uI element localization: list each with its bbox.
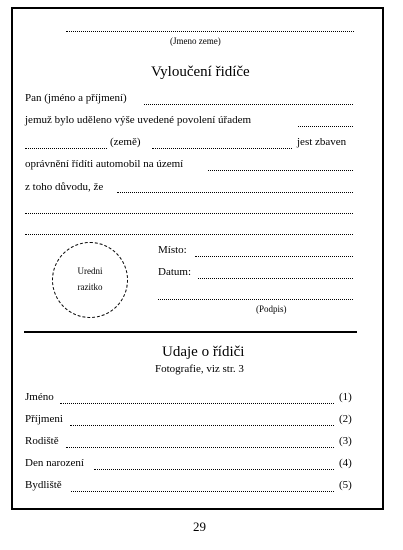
field-birthdate-label: Den narození: [25, 457, 84, 469]
authority-dots: [298, 126, 353, 127]
country-label: (Jmeno zeme): [170, 36, 221, 46]
driver-name-label: Pan (jméno a příjmení): [25, 92, 127, 104]
field-residence-label: Bydliště: [25, 479, 62, 491]
field-name-dots: [60, 403, 334, 404]
date-dots: [198, 278, 353, 279]
country-dotted-line: [66, 31, 354, 32]
field-surname-num: (2): [339, 413, 352, 425]
field-birthdate-dots: [94, 469, 334, 470]
territory-label: oprávnění řídíti automobil na území: [25, 158, 184, 170]
country-dots: [152, 148, 292, 149]
field-surname-dots: [70, 425, 334, 426]
field-residence-num: (5): [339, 479, 352, 491]
driver-section-subtitle: Fotografie, viz str. 3: [155, 363, 244, 375]
reason-dots-2: [25, 213, 353, 214]
date-label: Datum:: [158, 266, 191, 278]
territory-dots: [208, 170, 353, 171]
revoked-label: jest zbaven: [297, 136, 347, 148]
stamp-text-2: razitko: [77, 282, 103, 292]
section-divider: [24, 331, 357, 333]
country-paren-label: (země): [110, 136, 141, 148]
driver-name-dots: [144, 104, 353, 105]
official-stamp: [52, 242, 128, 318]
signature-label: (Podpis): [256, 304, 287, 314]
field-name-num: (1): [339, 391, 352, 403]
place-dots: [195, 256, 353, 257]
page-number: 29: [193, 519, 206, 534]
field-name-label: Jméno: [25, 391, 54, 403]
place-label: Místo:: [158, 244, 187, 256]
field-birthplace-label: Rodiště: [25, 435, 59, 447]
signature-dots: [158, 299, 353, 300]
reason-dots: [117, 192, 353, 193]
field-surname-label: Příjmeni: [25, 413, 63, 425]
exclusion-title: Vyloučení řidíče: [151, 64, 250, 80]
reason-dots-3: [25, 234, 353, 235]
authority-dots-2: [25, 148, 107, 149]
field-birthplace-dots: [66, 447, 334, 448]
reason-label: z toho důvodu, že: [25, 181, 104, 193]
authority-label: jemuž bylo uděleno výše uvedené povolení úřadem: [25, 114, 252, 126]
field-residence-dots: [71, 491, 334, 492]
stamp-text-1: Uredni: [77, 266, 103, 276]
field-birthdate-num: (4): [339, 457, 352, 469]
driver-section-title: Udaje o řídiči: [162, 344, 245, 360]
field-birthplace-num: (3): [339, 435, 352, 447]
